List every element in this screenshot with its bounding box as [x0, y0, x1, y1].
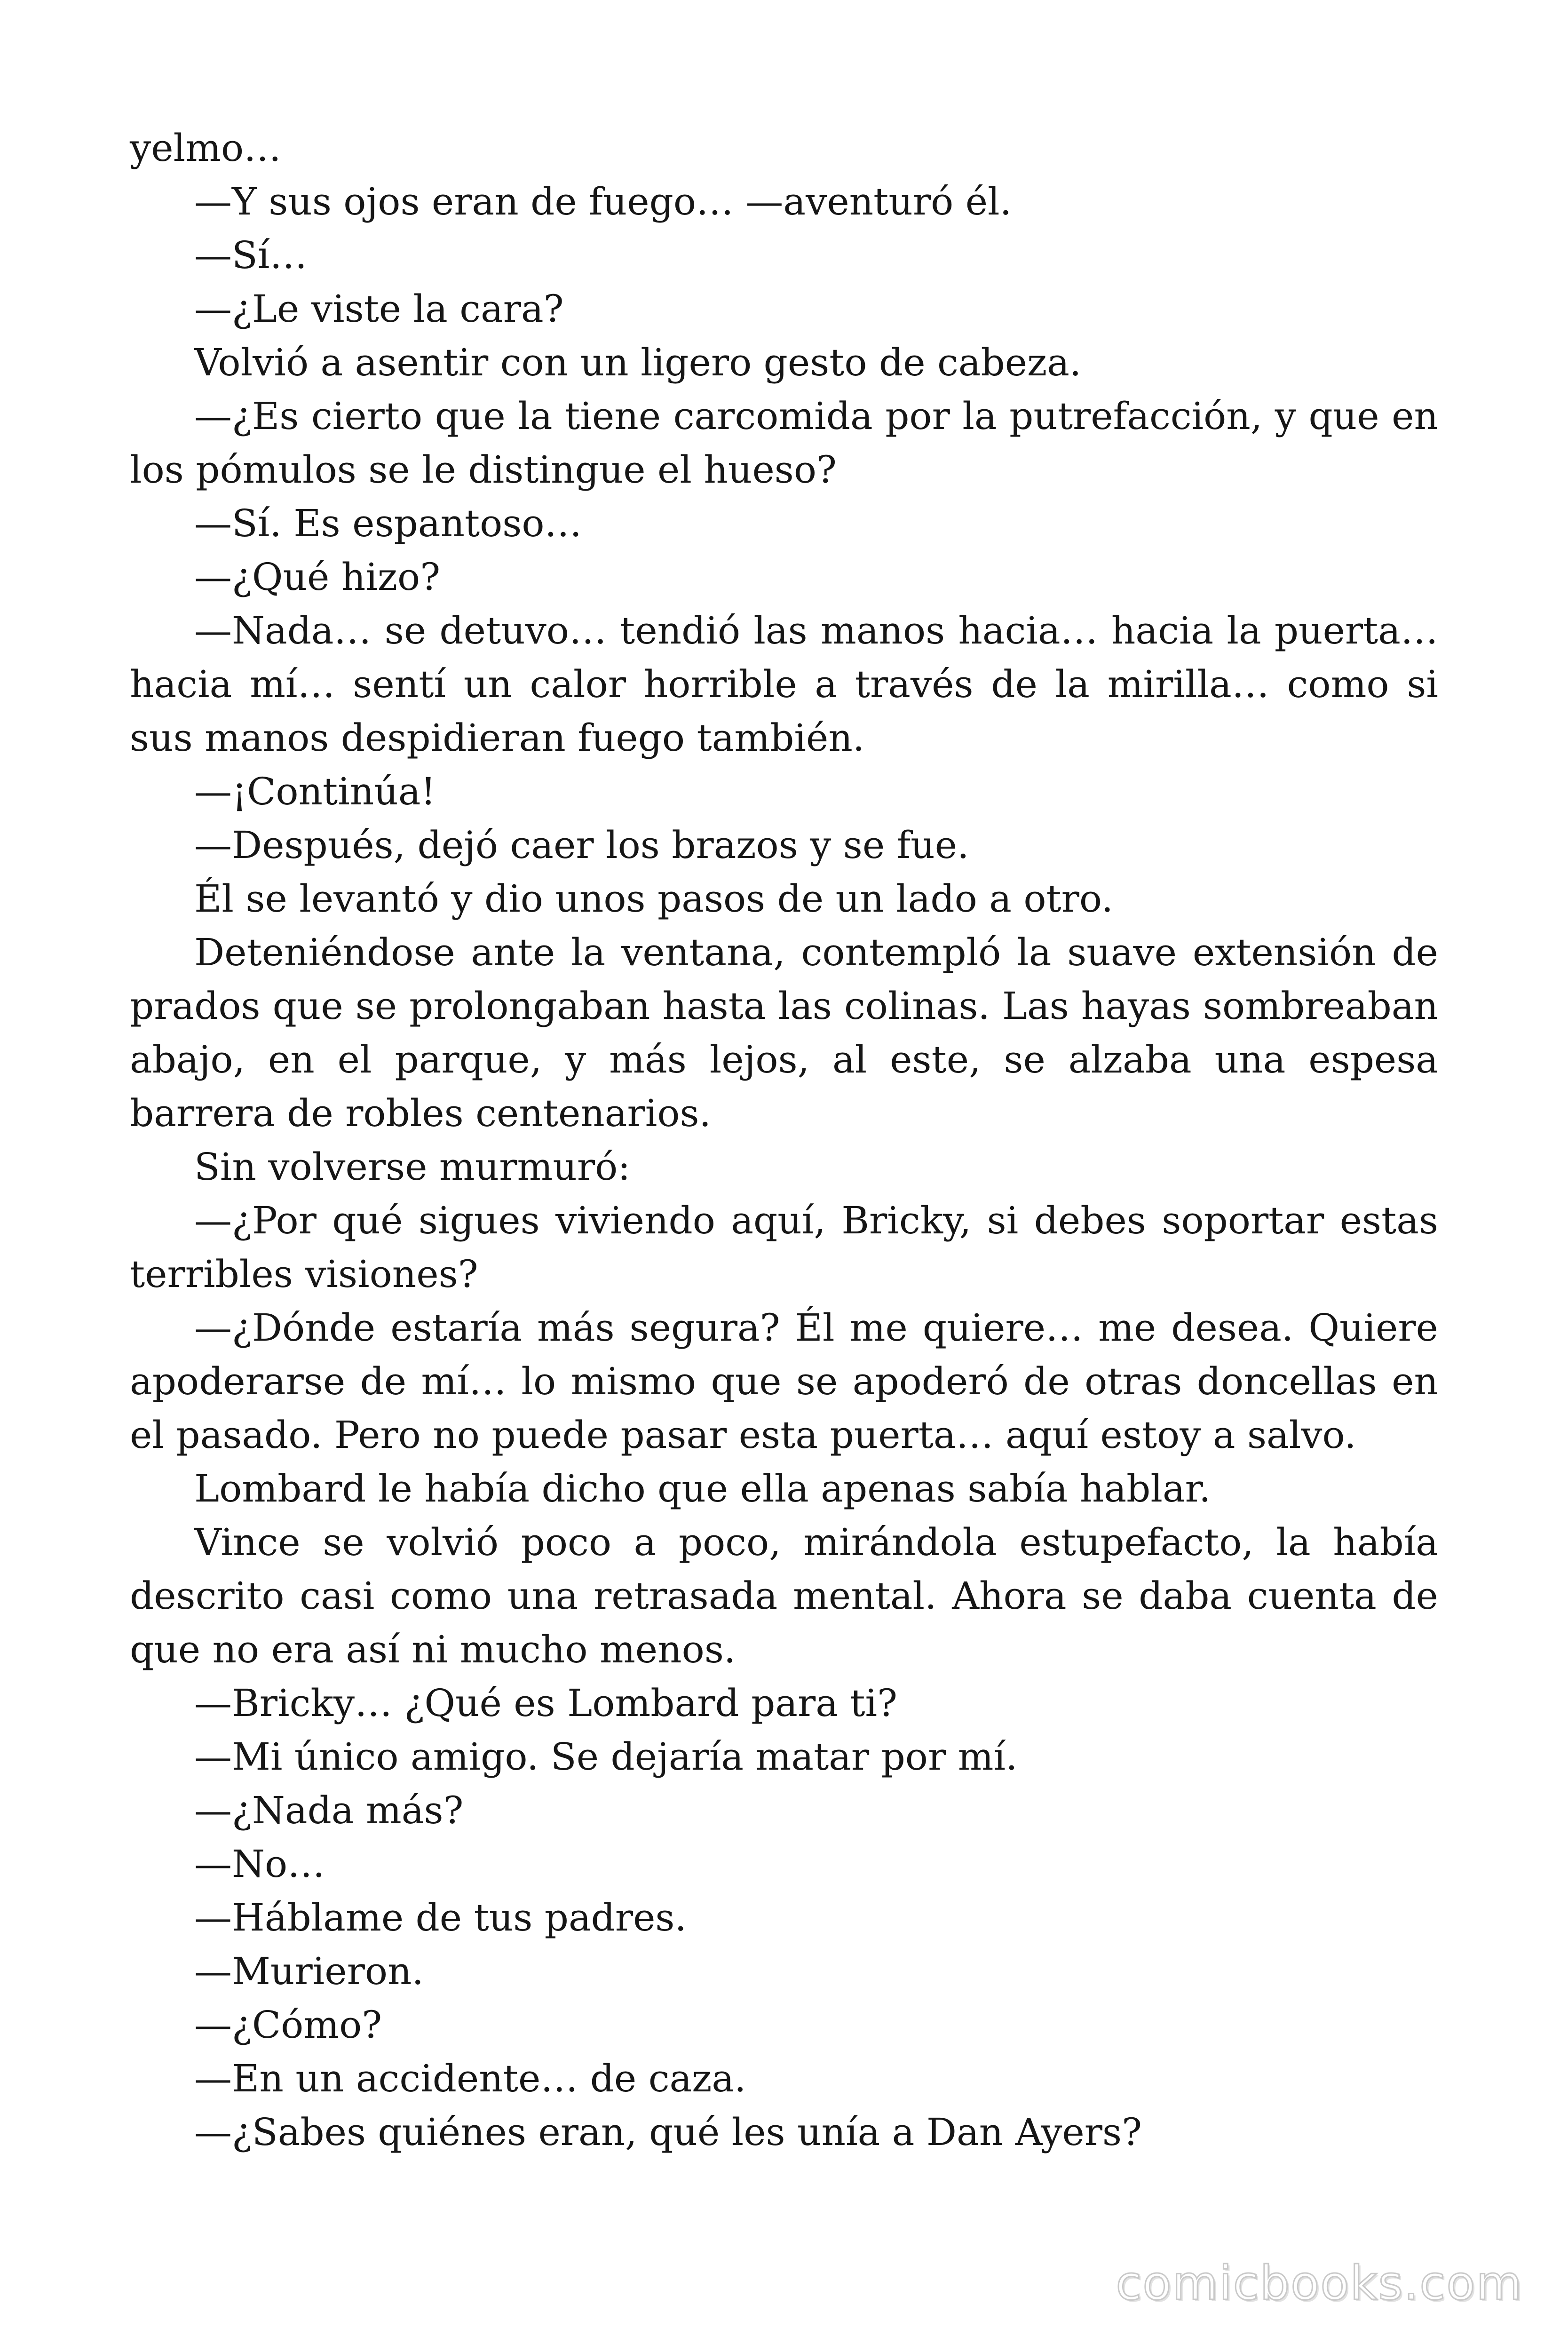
text-paragraph: —¿Nada más? [194, 1788, 464, 1832]
text-paragraph: —¿Sabes quiénes eran, qué les unía a Dan Ayers? [194, 2110, 1142, 2154]
text-paragraph: —¿Es cierto que la tiene carcomida por la putrefacción, y que en los pómulos se le distingue el hueso? [130, 394, 1438, 492]
text-paragraph: Lombard le había dicho que ella apenas sabía hablar. [194, 1467, 1211, 1510]
text-paragraph: —¡Continúa! [194, 770, 436, 813]
text-paragraph: —¿Cómo? [194, 2003, 382, 2047]
text-paragraph: yelmo… [130, 126, 282, 170]
text-paragraph: —Murieron. [194, 1949, 424, 1993]
text-paragraph: —En un accidente… de caza. [194, 2057, 746, 2100]
text-paragraph: —Mi único amigo. Se dejaría matar por mí. [194, 1735, 1018, 1779]
text-paragraph: Sin volverse murmuró: [194, 1145, 631, 1189]
text-paragraph: —Sí. Es espantoso… [194, 501, 582, 545]
text-paragraph: —Háblame de tus padres. [194, 1896, 687, 1939]
text-paragraph: —¿Dónde estaría más segura? Él me quiere… me desea. Quiere apoderarse de mí… lo mismo que se apoderó de otras doncellas en el pasado. Pero no puede pasar esta puerta… aquí estoy a salvo. [130, 1306, 1438, 1457]
text-paragraph: Volvió a asentir con un ligero gesto de cabeza. [194, 341, 1082, 384]
text-paragraph: —Nada… se detuvo… tendió las manos hacia… hacia la puerta… hacia mí… sentí un calor horrible a través de la mirilla… como si sus manos despidieran fuego también. [130, 609, 1438, 760]
text-paragraph: —Sí… [194, 233, 308, 277]
text-paragraph: Él se levantó y dio unos pasos de un lado a otro. [194, 877, 1114, 921]
text-paragraph: —Bricky… ¿Qué es Lombard para ti? [194, 1681, 897, 1725]
book-page-text [130, 121, 1438, 2159]
text-paragraph: —¿Le viste la cara? [194, 287, 564, 331]
text-paragraph: Vince se volvió poco a poco, mirándola estupefacto, la había descrito casi como una retrasada mental. Ahora se daba cuenta de que no era así ni mucho menos. [130, 1520, 1438, 1671]
watermark: comicbooks.com [1116, 2256, 1523, 2311]
text-paragraph: —¿Por qué sigues viviendo aquí, Bricky, si debes soportar estas terribles visiones? [130, 1199, 1438, 1296]
text-paragraph: —Después, dejó caer los brazos y se fue. [194, 823, 969, 867]
text-paragraph: —No… [194, 1842, 325, 1886]
text-paragraph: —¿Qué hizo? [194, 555, 441, 599]
text-paragraph: Deteniéndose ante la ventana, contempló la suave extensión de prados que se prolongaban hasta las colinas. Las hayas sombreaban abajo, en el parque, y más lejos, al este, se alzaba una espesa barrera de robles centenarios. [130, 930, 1438, 1135]
text-paragraph: —Y sus ojos eran de fuego… —aventuró él. [194, 180, 1012, 223]
